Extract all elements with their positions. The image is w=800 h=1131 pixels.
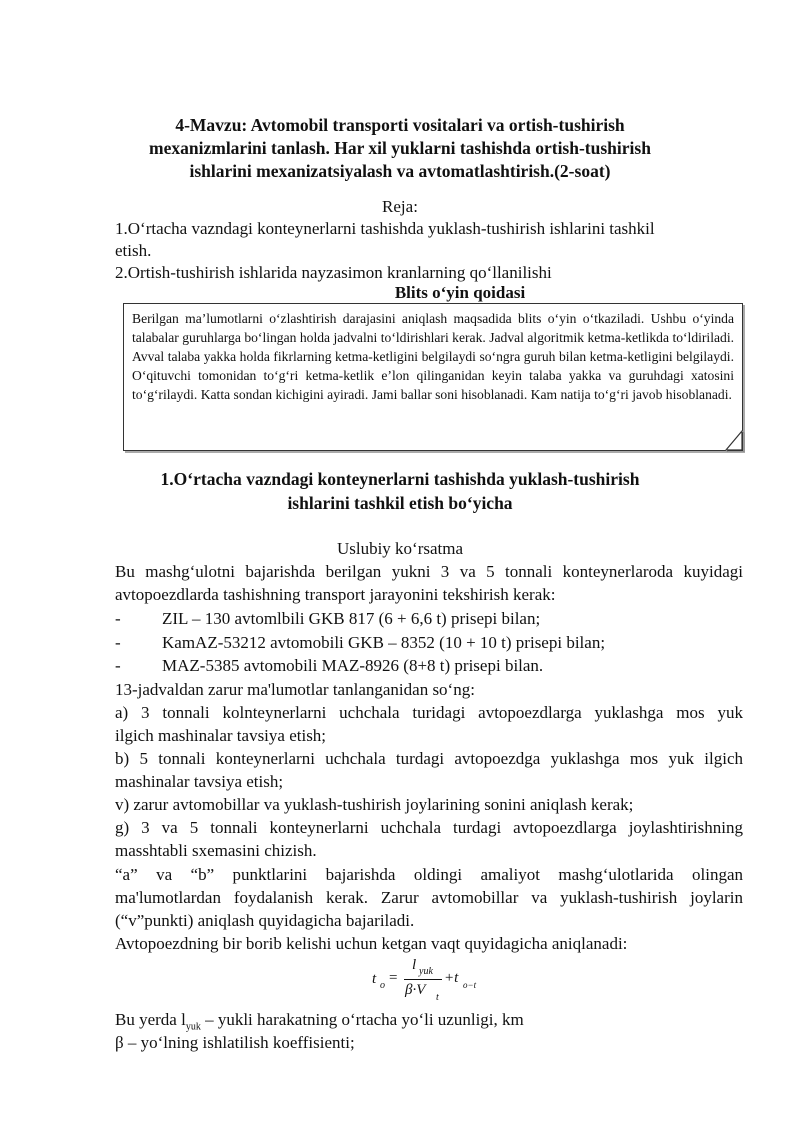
bullet-mark: -	[115, 609, 121, 628]
paragraph-line: Bu mashg‘ulotni bajarishda berilgan yukni 3 va 5 tonnali konteynerlaroda kuyidagi	[115, 562, 743, 581]
paragraph-line: (“v”punkti) aniqlash quyidagicha bajariladi.	[115, 911, 415, 930]
formula-lhs-sub: o	[380, 980, 385, 991]
definition-sub: yuk	[185, 1021, 201, 1033]
page-title	[140, 114, 660, 183]
title-line: 4-Mavzu: Avtomobil transporti vositalari va ortish-tushirish	[175, 115, 625, 135]
blits-rules-text: Berilgan ma’lumotlarni o‘zlashtirish darajasini aniqlash maqsadida blits o‘yin o‘tkaziladi. Ushbu o‘yinda talabalar guruhlarga bo‘lingan holda jadvalni to‘ldirishlari kerak. Jadval algoritmik ketma-ketlikda to‘ldiriladi. Avval talaba yakka holda fikrlarning ketma-ketligini belgilaydi so‘ngra guruh bilan ketma-ketligini belgilaydi. O‘qituvchi tomonidan to‘g‘ri ketma-ketlik e’lon qilinganidan keyin talaba yakka va guruhdagi xatosini to‘g‘rilaydi. Katta sondan kichigini ayiradi. Jami ballar soni hisoblanadi. Kam natija to‘g‘ri javob hisoblanadi.	[132, 311, 734, 402]
plan-item-1: 1.O‘rtacha vazndagi konteynerlarni tashishda yuklash-tushirish ishlarini tashkil	[115, 219, 655, 238]
paragraph-line: 13-jadvaldan zarur ma'lumotlar tanlanganidan so‘ng:	[115, 680, 475, 699]
title-line: ishlarini mexanizatsiyalash va avtomatlashtirish.(2-soat)	[189, 161, 611, 181]
formula-lhs: t	[372, 971, 377, 987]
paragraph-line: a) 3 tonnali kolnteynerlarni uchchala turidagi avtopoezdlarga yuklashga mos yuk	[115, 703, 743, 722]
formula-plus-sub: o−t	[463, 980, 477, 990]
paragraph-line: ma'lumotlardan foydalanish kerak. Zarur avtomobillar va yuklash-tushirish joylarin	[115, 888, 743, 907]
definition-text: Bu yerda l	[115, 1010, 186, 1029]
blits-heading: Blits o‘yin qoidasi	[394, 283, 526, 302]
list-item: KamAZ-53212 avtomobili GKB – 8352 (10 + 10 t) prisepi bilan;	[162, 633, 606, 652]
list-item: MAZ-5385 avtomobili MAZ-8926 (8+8 t) prisepi bilan.	[162, 656, 544, 675]
paragraph-line: ilgich mashinalar tavsiya etish;	[115, 726, 327, 745]
definition-text: – yukli harakatning o‘rtacha yo‘li uzunligi, km	[200, 1010, 524, 1029]
paragraph-line: masshtabli sxemasini chizish.	[115, 841, 317, 860]
list-item: ZIL – 130 avtomlbili GKB 817 (6 + 6,6 t) prisepi bilan;	[162, 609, 541, 628]
formula-denominator: β·V	[405, 982, 426, 998]
plan-heading: Reja:	[382, 197, 418, 216]
formula-denominator-sub: t	[436, 992, 439, 1003]
bullet-mark: -	[115, 633, 121, 652]
section-title	[120, 467, 680, 515]
section-title-line: 1.O‘rtacha vazndagi konteynerlarni tashishda yuklash-tushirish	[160, 469, 640, 489]
bullet-mark: -	[115, 656, 121, 675]
paragraph-line: b) 5 tonnali konteynerlarni uchchala turdagi avtopoezdga yuklashga mos yuk ilgich	[115, 749, 743, 768]
plan-item-2: 2.Ortish-tushirish ishlarida nayzasimon kranlarning qo‘llanilishi	[115, 263, 552, 282]
definition-line: β – yo‘lning ishlatilish koeffisienti;	[115, 1033, 355, 1052]
formula-numerator: l	[412, 957, 417, 973]
plan-item-1-cont: etish.	[115, 241, 152, 260]
formula-equals: =	[389, 970, 398, 986]
fraction-bar	[404, 979, 442, 980]
title-line: mexanizmlarini tanlash. Har xil yuklarni tashishda ortish-tushirish	[149, 138, 651, 158]
section-title-line: ishlarini tashkil etish bo‘yicha	[287, 493, 513, 513]
formula-plus-term: +t	[444, 970, 459, 986]
paragraph-line: avtopoezdlarda tashishning transport jarayonini tekshirish kerak:	[115, 585, 556, 604]
paragraph-line: mashinalar tavsiya etish;	[115, 772, 284, 791]
paragraph-line: g) 3 va 5 tonnali konteynerlarni uchchala turdagi avtopoezdlarga joylashtirishning	[115, 818, 743, 837]
paragraph-line: “a” va “b” punktlarini bajarishda oldingi amaliyot mashg‘ulotlarida olingan	[115, 865, 743, 884]
paragraph-line: v) zarur avtomobillar va yuklash-tushirish joylarining sonini aniqlash kerak;	[115, 795, 634, 814]
travel-time-formula	[370, 955, 490, 1005]
paragraph-line: Avtopoezdning bir borib kelishi uchun ketgan vaqt quyidagicha aniqlanadi:	[115, 934, 628, 953]
section-subheading: Uslubiy ko‘rsatma	[336, 539, 464, 558]
page-fold-icon	[725, 430, 745, 452]
formula-numerator-sub: yuk	[419, 966, 433, 977]
